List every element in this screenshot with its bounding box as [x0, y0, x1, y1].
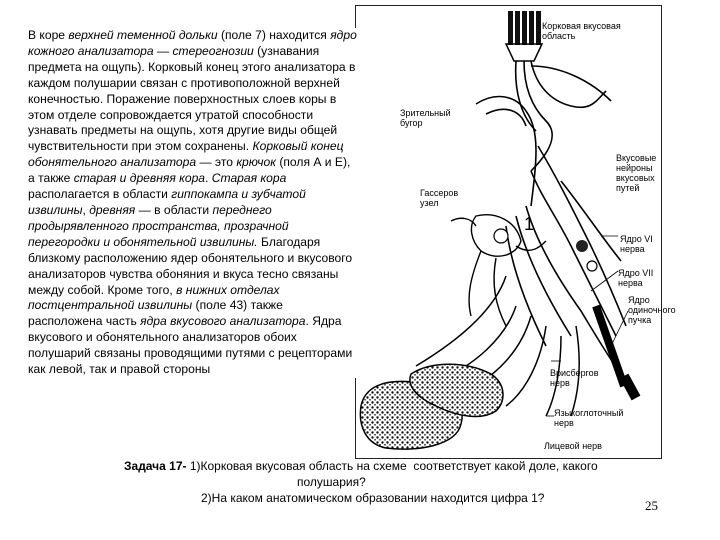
label-nerve-vii: Ядро VII нерва	[618, 268, 654, 288]
task-line-1	[124, 458, 704, 474]
task-title: Задача 17-	[124, 459, 187, 473]
label-nerve-vi: Ядро VI нерва	[620, 234, 653, 254]
task-question-1-cont: полушария?	[297, 475, 366, 489]
body-text-run: Благодаря близкому расположению ядер обонятельного и вкусового анализаторов чувства обоняния и вкуса тесно связаны между собой. Кроме того,	[28, 234, 353, 297]
label-solitary: Ядро одиночного пучка	[628, 295, 676, 325]
label-thalamus: Зрительный бугор	[400, 108, 451, 128]
body-text-run: . Ядра вкусового и обонятельного анализаторов обоих полушарий связаны проводящими путями с рецепторами как левой, так и правой стороны	[28, 314, 353, 377]
body-text-italic-run: переднего продырявленного пространства, прозрачной перегородки и обонятельной извилины.	[28, 202, 289, 249]
label-taste-neurons: Вкусовые нейроны вкусовых путей	[616, 153, 657, 193]
label-facial: Лицевой нерв	[544, 441, 602, 451]
body-text-run: располагается в области	[28, 187, 172, 202]
body-text-italic-run: стереогнозии	[172, 43, 254, 58]
task-question-1: 1)Корковая вкусовая область на схеме соответствует какой доле, какого	[186, 459, 598, 473]
body-text-italic-run: верхней теменной дольки	[68, 28, 218, 42]
body-text-italic-run: древняя	[89, 202, 136, 217]
body-text-italic-run: ядро кожного анализатора	[28, 28, 357, 58]
taste-pathway-figure	[355, 5, 676, 459]
body-text-run: (узнавания предмета на ощупь). Корковый конец этого анализатора в каждом полушарии связан с противоположной верхней конечностью. Поражение поверхностных слоев коры в этом отделе сопровождается утратой способности узнавать предметы на ощупь, хотя другие виды общей чувствительности при этом сохранены.	[28, 43, 356, 154]
body-text-italic-run: Корковый конец обонятельного анализатора	[28, 139, 344, 170]
body-text-run: (поле 43) также расположена часть	[28, 298, 283, 329]
body-text-italic-run: гиппокампа и зубчатой извилины	[28, 187, 306, 217]
task-block	[124, 458, 704, 506]
body-text-run: (поля А и Е), а также	[28, 155, 351, 186]
cortex-column	[508, 11, 541, 45]
body-text-run: —	[153, 43, 173, 58]
body-text-italic-run: крючок	[236, 155, 276, 170]
label-cortex: Корковая вкусовая область	[542, 21, 621, 41]
body-text-italic-run: ядра вкусового анализатора	[140, 314, 306, 329]
body-text-italic-run: в нижних отделах постцентральной извилины	[28, 282, 280, 313]
label-wrisberg: Врисбергов нерв	[550, 368, 599, 388]
task-question-2: 2)На каком анатомическом образовании находится цифра 1?	[201, 491, 545, 505]
body-text-italic-run: Старая кора	[211, 171, 287, 186]
body-text-run: — это	[196, 155, 237, 170]
body-text-run: — в области	[135, 202, 213, 217]
body-text-run: (поле 7) находится	[217, 28, 331, 42]
label-glosso: Языкоглоточный нерв	[554, 408, 624, 428]
body-text-run: ,	[82, 202, 90, 217]
body-text-italic-run: старая и древняя кора	[73, 171, 206, 186]
label-gasser: Гассеров узел	[420, 188, 459, 208]
label-number-1: 1	[524, 214, 535, 234]
body-text-run: В коре	[28, 28, 69, 42]
page-number: 25	[645, 498, 658, 513]
body-text	[28, 28, 358, 378]
taste-pathway-diagram	[356, 6, 661, 458]
body-text-run: .	[205, 171, 212, 186]
